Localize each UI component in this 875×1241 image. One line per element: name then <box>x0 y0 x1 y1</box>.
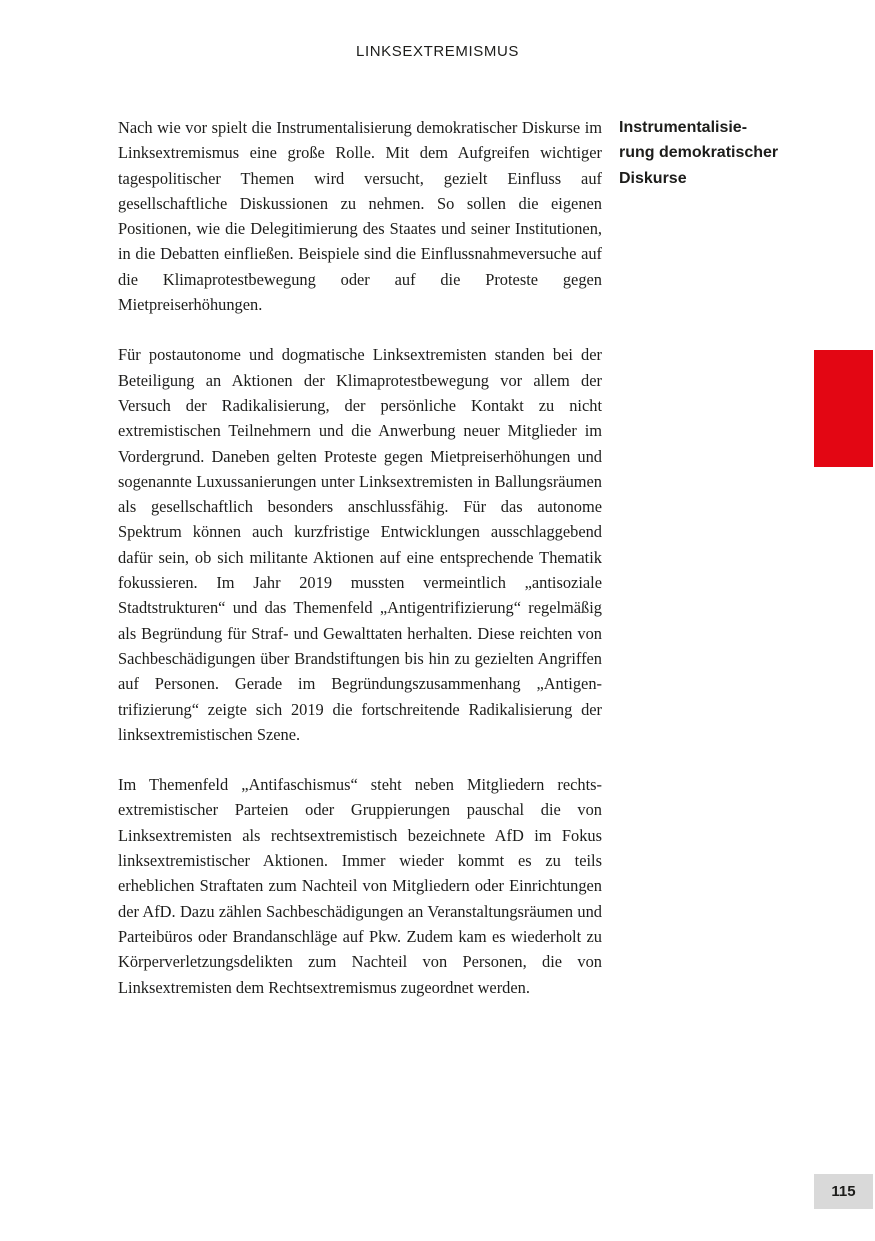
margin-note-line: Instrumentalisie- <box>619 119 748 136</box>
margin-note-line: Diskurse <box>619 169 687 187</box>
page-number: 115 <box>814 1174 873 1209</box>
paragraph-antifascism: Im Themenfeld „Antifaschismus“ steht neben Mitgliedern rechtsextremistischer Parteien oder Gruppierungen pauschal die von Linksextremisten als rechtsextremistisch bezeichnete AfD im Fokus linksextremistischer Aktionen. Immer wieder kommt es zu teils erheblichen Straftaten zum Nachteil von Mitgliedern oder Einrichtungen der AfD. Dazu zählen Sachbeschädigungen an Veranstaltungsräumen und Parteibüros oder Brandanschläge auf Pkw. Zudem kam es wiederholt zu Körperverletzungsdelikten zum Nachteil von Personen, die von Linksextremisten dem Rechtsextremismus zugeordnet werden. <box>118 775 602 997</box>
body-text <box>118 115 602 1025</box>
margin-note-line: rung demokratischer <box>619 144 779 162</box>
running-header: LINKSEXTREMISMUS <box>356 43 519 60</box>
paragraph-climate-and-rent-protests: Für postautonome und dogmatische Linksextremisten standen bei der Beteiligung an Aktionen der Klimaprotestbewegung vor allem der Versuch der Radikalisierung, der persönliche Kontakt zu nicht extremistischen Teilnehmern und die Anwerbung neuer Mitglieder im Vordergrund. Daneben gelten Proteste gegen Mietpreiserhöhungen und sogenannte Luxussanierungen unter Linksextremisten in Ballungsräumen als gesellschaftlich besonders anschlussfähig. Für das autonome Spektrum können auch kurzfristige Entwicklungen ausschlaggebend dafür sein, ob sich militante Aktionen auf eine entsprechende Thematik fokussieren. Im Jahr 2019 mussten vermeintlich „antisoziale Stadtstrukturen“ und das Themenfeld „Antigentrifizierung“ regelmäßig als Begründung für Straf- und Gewalttaten herhalten. Diese reichten von Sachbeschädigungen über Brandstiftungen bis hin zu gezielten Angriffen auf Personen. Gerade im Begründungszusammenhang „Antigentrifizierung“ zeigte sich 2019 die fortschreitende Radikalisierung der linksextremistischen Szene. <box>118 345 602 744</box>
paragraph-instrumentalisation: Nach wie vor spielt die Instrumentalisierung demokratischer Diskurse im Linksextremismus eine große Rolle. Mit dem Aufgreifen wichtiger tagespolitischer Themen wird versucht, gezielt Einfluss auf gesellschaftliche Diskussionen zu nehmen. So sollen die eigenen Positionen, wie die Delegitimierung des Staates und seiner Institutionen, in die Debatten einfließen. Beispiele sind die Einflussnahmeversuche auf die Klimaprotestbewegung oder auf die Proteste gegen Mietpreiserhöhungen. <box>118 118 602 315</box>
margin-note <box>619 115 799 191</box>
chapter-tab-marker <box>814 350 873 467</box>
